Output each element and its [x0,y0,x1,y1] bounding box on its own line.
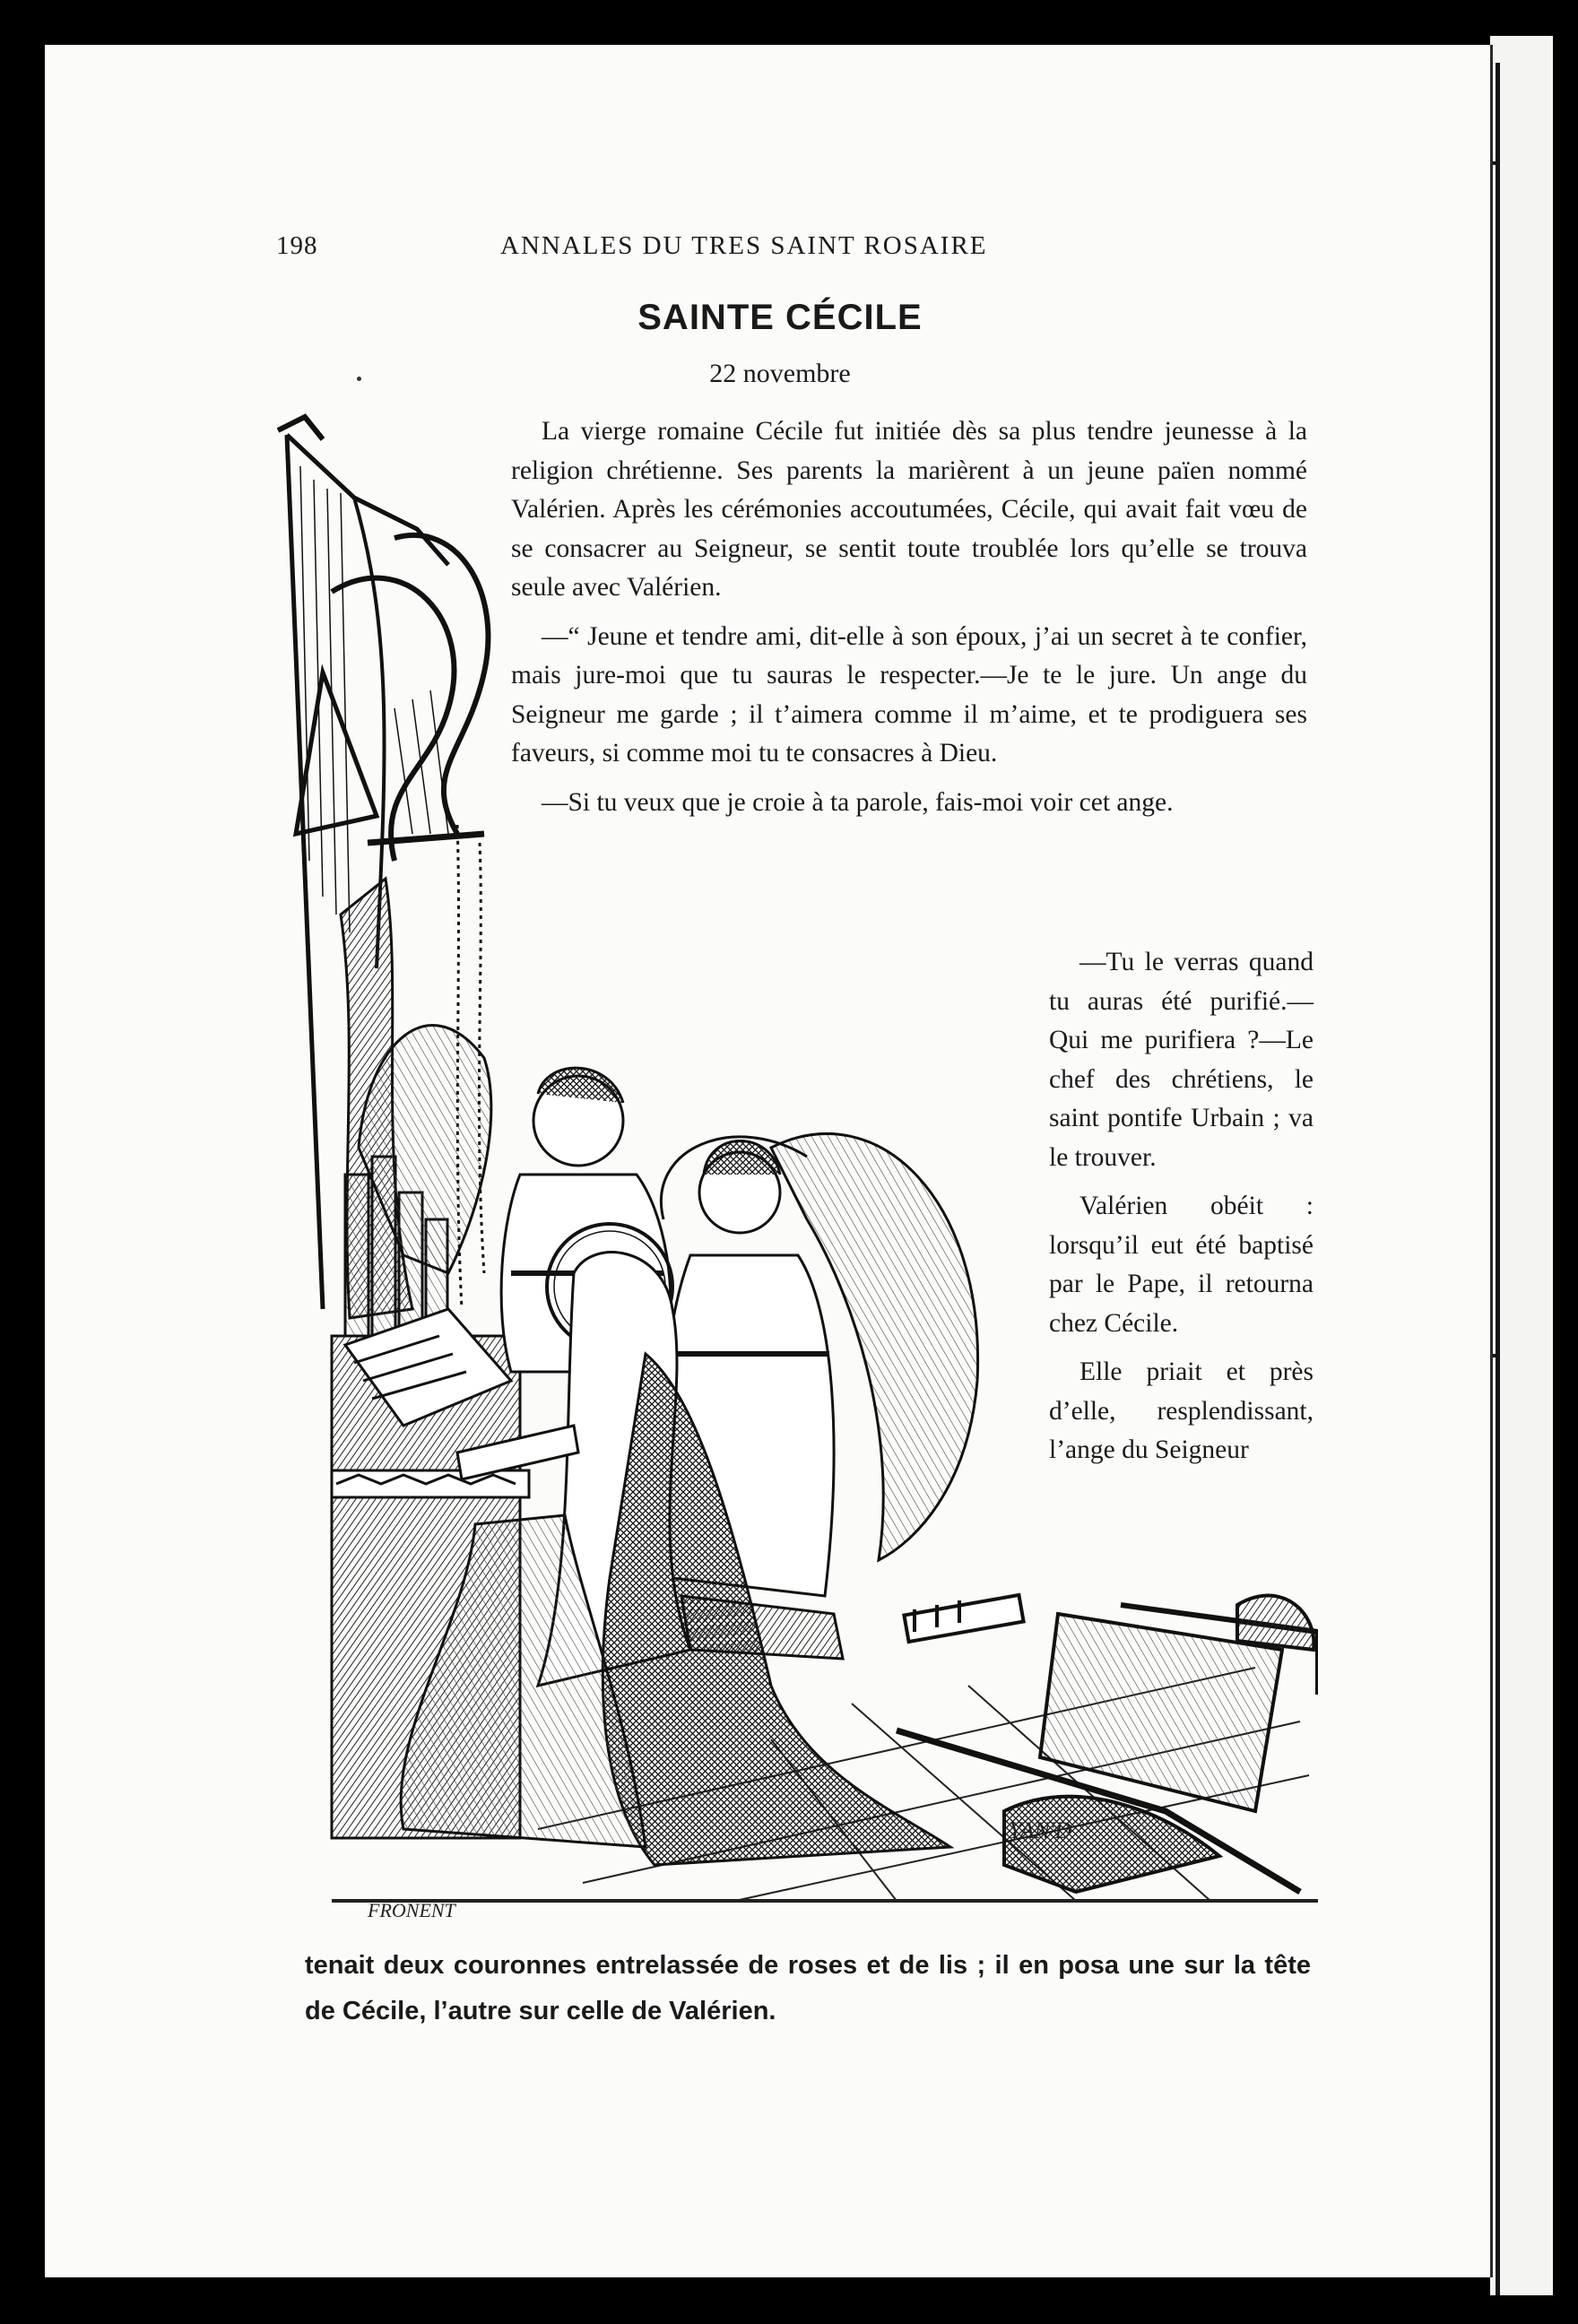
paragraph: Valérien obéit : lorsqu’il eut été baptisé par le Pape, il retourna chez Cécile. [1049,1192,1314,1338]
paragraph: —Tu le verras quand tu auras été purifié.—Qui me purifiera ?—Le chef des chrétiens, le saint pontife Urbain ; va le trouver. [1049,948,1314,1172]
instruments-drawing [897,1595,1318,1892]
bottom-paragraph: tenait deux couronnes entrelassée de roses et de lis ; il en posa une sur la tête de Cécile, l’autre sur celle de Valérien. [305,1951,1311,2025]
running-title: ANNALES DU TRES SAINT ROSAIRE [500,231,988,260]
page-edge-line [1496,63,1500,2295]
running-header [276,231,1065,267]
side-text-block [1049,943,1314,1480]
lyre-drawing [332,535,488,861]
paragraph: La vierge romaine Cécile fut initiée dès sa plus tendre jeunesse à la religion chrétienne. Ses parents la marièrent à un jeune païen nommé Valérien. Après les cérémonies accoutumées, Cécile, qui avait fait vœu de se consacrer au Seigneur, se sentit toute troublée lors qu’elle se trouva seule avec Valérien. [511,417,1307,602]
engraver-signature-right: YAN'D [1009,1817,1072,1843]
paragraph: —“ Jeune et tendre ami, dit-elle à son époux, j’ai un secret à te confier, mais jure-moi que tu sauras le respecter.—Je te le jure. Un ange du Seigneur me garde ; il t’aimera comme il m’aime, et te prodiguera ses faveurs, si comme moi tu te consacres à Dieu. [511,621,1307,767]
upper-text-block [511,412,1307,832]
article-date: 22 novembre [709,359,851,388]
paragraph: —Si tu veux que je croie à ta parole, fais-moi voir cet ange. [542,787,1174,817]
article-title: SAINTE CÉCILE [637,298,923,337]
paragraph: Elle priait et près d’elle, resplendissant, l’ange du Seigneur [1049,1357,1314,1464]
ink-speck [357,377,361,381]
page-number: 198 [276,231,318,260]
engraver-signature-left: FRONENT [368,1899,455,1921]
